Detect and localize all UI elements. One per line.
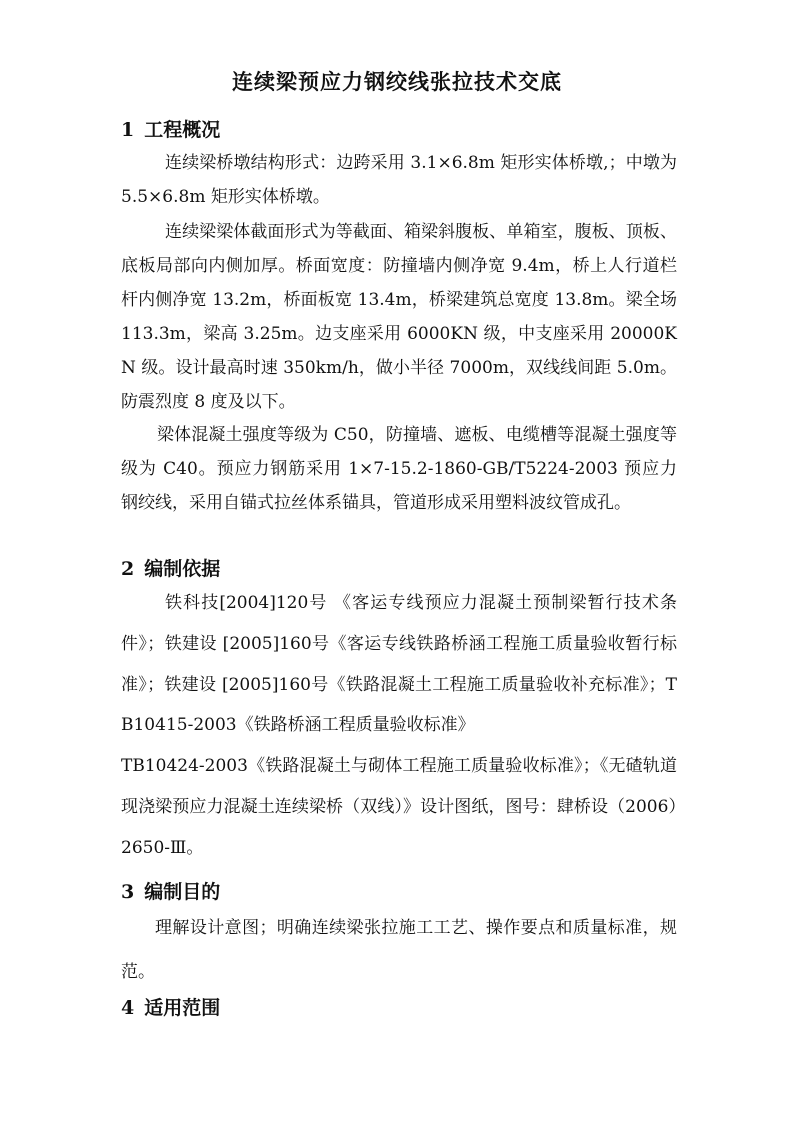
section-heading-text: 适用范围 [144,997,221,1019]
paragraph-2-1: 铁科技[2004]120号 《客运专线预应力混凝土预制梁暂行技术条件》；铁建设 [2005]160号《客运专线铁路桥涵工程施工质量验收暂行标准》；铁建设 [2005]160号《铁路混凝土工程施工质量验收补充标准》；TB10415-2003《铁路桥涵工程质量验收标准》 [121,593,677,736]
section-heading-text: 编制依据 [144,558,221,580]
section-heading-3 [121,877,220,904]
section-number: 2 [121,558,135,580]
document-title: 连续梁预应力钢绞线张拉技术交底 [232,69,562,94]
section-heading-1 [121,115,220,142]
section-heading-text: 编制目的 [144,881,221,903]
section-heading-text: 工程概况 [144,119,221,141]
section-number: 3 [121,881,135,903]
section-heading-2 [121,554,220,581]
paragraph-1-1: 连续梁桥墩结构形式：边跨采用 3.1×6.8m 矩形实体桥墩,；中墩为 5.5×6.8m 矩形实体桥墩。 [121,153,677,207]
paragraph-3-1: 理解设计意图；明确连续梁张拉施工工艺、操作要点和质量标准，规范。 [121,918,677,982]
section-heading-4 [121,993,220,1020]
paragraph-2-2: TB10424-2003《铁路混凝土与砌体工程施工质量验收标准》；《无碴轨道现浇梁预应力混凝土连续梁桥（双线）》设计图纸，图号：肆桥设（2006）2650-Ⅲ。 [121,756,677,858]
section-number: 1 [121,119,135,141]
paragraph-1-2: 连续梁梁体截面形式为等截面、箱梁斜腹板、单箱室，腹板、顶板、底板局部向内侧加厚。桥面宽度：防撞墙内侧净宽 9.4m，桥上人行道栏杆内侧净宽 13.2m，桥面板宽 13.4m，桥梁建筑总宽度 13.8m。梁全场 113.3m，梁高 3.25m。边支座采用 6000KN 级，中支座采用 20000KN 级。设计最高时速 350km/h，做小半径 7000m，双线线间距 5.0m。防震烈度 8 度及以下。 [121,222,677,412]
section-number: 4 [121,997,135,1019]
paragraph-1-3: 梁体混凝土强度等级为 C50，防撞墙、遮板、电缆槽等混凝土强度等级为 C40。预应力钢筋采用 1×7-15.2-1860-GB/T5224-2003 预应力钢绞线，采用自锚式拉丝体系锚具，管道形成采用塑料波纹管成孔。 [121,425,677,513]
